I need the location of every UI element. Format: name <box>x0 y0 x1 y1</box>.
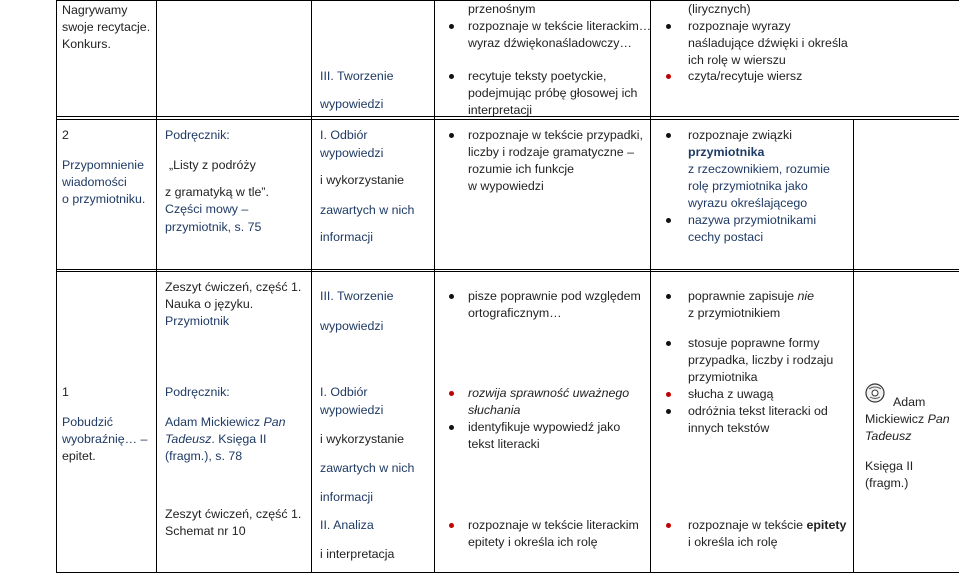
materials-3: z gramatyką w tle”. <box>165 185 269 199</box>
out-3: z rzeczownikiem, rozumie <box>688 162 830 176</box>
lesson-topic-1: Przypomnienie <box>62 158 144 172</box>
lesson3-topic-1: Pobudzić <box>62 415 113 429</box>
materials3b-line1: Adam Mickiewicz Pan <box>165 415 286 429</box>
section-1: I. Odbiór <box>320 128 368 142</box>
bullet-icon <box>449 523 454 528</box>
bullet-icon <box>449 294 454 299</box>
lesson3-topic-3: epitet. <box>62 449 96 463</box>
lesson3-number: 1 <box>62 385 69 399</box>
top-req-a2: rozpoznaje w tekście literackim… <box>468 19 652 33</box>
top-out-b1: czyta/recytuje wiersz <box>688 69 803 83</box>
out3d-2: i określa ich rolę <box>688 535 778 549</box>
bullet-icon <box>666 133 671 138</box>
row-border-2 <box>56 119 959 120</box>
req3a-1: pisze poprawnie pod względem <box>468 289 641 303</box>
req3a-2: ortograficznym… <box>468 306 562 320</box>
top-out-a3: naśladujące dźwięki i określa <box>688 36 848 50</box>
top-req-b1: recytuje teksty poetyckie, <box>468 69 607 83</box>
side-ksiega: Księga II <box>865 459 914 473</box>
col-border-2 <box>311 0 312 573</box>
materials3b-line2: Tadeusz. Księga II <box>165 432 267 446</box>
section-2: wypowiedzi <box>320 146 384 160</box>
req3b-1: rozwija sprawność uważnego <box>468 386 630 400</box>
materials3b-label: Podręcznik: <box>165 385 230 399</box>
bullet-icon <box>666 74 671 79</box>
row-border-4 <box>56 271 959 272</box>
side-author: Adam <box>893 395 926 409</box>
materials3a-3: Przymiotnik <box>165 314 230 328</box>
col-border-4 <box>650 0 651 573</box>
out3c-2: odróżnia tekst literacki od <box>688 404 828 418</box>
out-1: rozpoznaje związki <box>688 128 792 142</box>
bullet-icon <box>666 24 671 29</box>
materials-4: Części mowy – <box>165 202 249 216</box>
side-tadeusz: Tadeusz <box>865 429 912 443</box>
top-section-2: wypowiedzi <box>320 97 384 111</box>
out3c-3: innych tekstów <box>688 421 770 435</box>
req3b-2: słuchania <box>468 403 521 417</box>
out3d-1: rozpoznaje w tekście epitety <box>688 518 847 532</box>
lesson-number: 2 <box>62 128 69 142</box>
top-topic-1: Nagrywamy <box>62 3 128 17</box>
bullet-icon <box>666 294 671 299</box>
top-req-b3: interpretacji <box>468 103 533 117</box>
section3b-1: I. Odbiór <box>320 385 368 399</box>
section3b-4: zawartych w nich <box>320 461 415 475</box>
top-out-a1: (lirycznych) <box>688 2 751 16</box>
col-border-3 <box>434 0 435 573</box>
materials3a-2: Nauka o języku. <box>165 297 254 311</box>
section3b-2: wypowiedzi <box>320 403 384 417</box>
col-border-0 <box>56 0 57 573</box>
out3b-1: stosuje poprawne formy <box>688 336 820 350</box>
out3b-3: przymiotnika <box>688 370 758 384</box>
section3c-2: i interpretacja <box>320 547 395 561</box>
side-fragm: (fragm.) <box>865 476 909 490</box>
materials-1: Podręcznik: <box>165 128 230 142</box>
section3c-1: II. Analiza <box>320 518 374 532</box>
req3c-2: epitety i określa ich rolę <box>468 535 598 549</box>
out-2: przymiotnika <box>688 145 765 159</box>
req-3: rozumie ich funkcje <box>468 162 575 176</box>
out-4: rolę przymiotnika jako <box>688 179 808 193</box>
bullet-icon <box>666 218 671 223</box>
bullet-icon <box>449 24 454 29</box>
bullet-icon <box>449 74 454 79</box>
row-border-bottom <box>56 572 959 573</box>
bullet-icon <box>666 392 671 397</box>
out-5: wyrazu określającego <box>688 196 808 210</box>
top-req-a1: przenośnym <box>468 2 536 16</box>
side-name: Mickiewicz Pan <box>865 412 950 426</box>
section3b-5: informacji <box>320 490 374 504</box>
req3b-3: identyfikuje wypowiedź jako <box>468 420 621 434</box>
materials3c-2: Schemat nr 10 <box>165 524 246 538</box>
materials3a-1: Zeszyt ćwiczeń, część 1. <box>165 280 302 294</box>
top-out-a2: rozpoznaje wyrazy <box>688 19 791 33</box>
materials-2: „Listy z podróży <box>169 158 256 172</box>
top-section-1: III. Tworzenie <box>320 69 394 83</box>
lesson-topic-3: o przymiotniku. <box>62 192 146 206</box>
section3b-3: i wykorzystanie <box>320 432 405 446</box>
bullet-icon <box>449 425 454 430</box>
materials-5: przymiotnik, s. 75 <box>165 220 262 234</box>
col-border-1 <box>156 0 157 573</box>
bullet-icon <box>666 523 671 528</box>
req3b-4: tekst literacki <box>468 437 540 451</box>
section-4: zawartych w nich <box>320 203 415 217</box>
out3b-2: przypadka, liczby i rodzaju <box>688 353 834 367</box>
top-req-a3: wyraz dźwiękonaśladowczy… <box>468 36 632 50</box>
req-4: w wypowiedzi <box>468 179 544 193</box>
bullet-icon <box>449 391 454 396</box>
top-out-a4: ich rolę w wierszu <box>688 53 786 67</box>
col-border-5 <box>853 119 854 573</box>
bullet-icon <box>666 409 671 414</box>
bullet-icon <box>666 341 671 346</box>
req-1: rozpoznaje w tekście przypadki, <box>468 128 643 142</box>
section3a-1: III. Tworzenie <box>320 289 394 303</box>
out-7: cechy postaci <box>688 230 764 244</box>
top-topic-2: swoje recytacje. <box>62 20 151 34</box>
row-border-3 <box>56 269 959 270</box>
top-topic-3: Konkurs. <box>62 37 111 51</box>
section-3: i wykorzystanie <box>320 173 405 187</box>
materials3c-1: Zeszyt ćwiczeń, część 1. <box>165 507 302 521</box>
out3a-1: poprawnie zapisuje nie <box>688 289 815 303</box>
audio-cd-icon <box>865 383 885 403</box>
materials3b-line3: (fragm.), s. 78 <box>165 449 243 463</box>
out3c-1: słucha z uwagą <box>688 387 774 401</box>
req-2: liczby i rodzaje gramatyczne – <box>468 145 634 159</box>
bullet-icon <box>449 133 454 138</box>
lesson3-topic-2: wyobraźnię… – <box>62 432 148 446</box>
lesson-topic-2: wiadomości <box>62 175 127 189</box>
section3a-2: wypowiedzi <box>320 319 384 333</box>
req3c-1: rozpoznaje w tekście literackim <box>468 518 639 532</box>
out-6: nazywa przymiotnikami <box>688 213 817 227</box>
out3a-2: z przymiotnikiem <box>688 306 781 320</box>
top-req-b2: podejmując próbę głosowej ich <box>468 86 638 100</box>
section-5: informacji <box>320 230 374 244</box>
